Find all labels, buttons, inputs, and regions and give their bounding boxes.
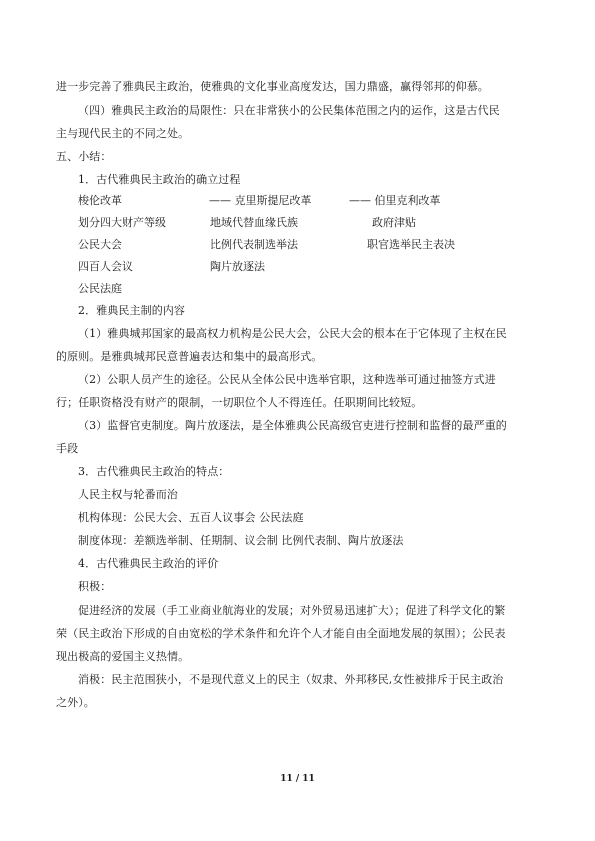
subsection-heading: 4．古代雅典民主政治的评价 bbox=[78, 557, 219, 570]
paragraph-line: 的原则。是雅典城邦民意普遍表达和集中的最高形式。 bbox=[56, 350, 323, 363]
table-cell: 公民法庭 bbox=[78, 282, 122, 295]
paragraph-line: 制度体现：差额选举制、任期制、议会制 比例代表制、陶片放逐法 bbox=[78, 534, 404, 547]
table-cell: —— 克里斯提尼改革 bbox=[209, 194, 312, 207]
paragraph-line: 行；任职资格没有财产的限制，一切职位个人不得连任。任职期间比较短。 bbox=[56, 396, 423, 409]
table-cell: 梭伦改革 bbox=[78, 194, 122, 207]
paragraph-line: 积极： bbox=[78, 580, 112, 593]
paragraph-line: 进一步完善了雅典民主政治，使雅典的文化事业高度发达，国力鼎盛，赢得邻邦的仰慕。 bbox=[56, 80, 489, 93]
table-cell: 陶片放逐法 bbox=[210, 260, 265, 273]
table-cell: 政府津贴 bbox=[372, 216, 416, 229]
paragraph-line: 现出极高的爱国主义热情。 bbox=[56, 650, 190, 663]
section-heading: 五、小结： bbox=[56, 150, 112, 163]
paragraph-line: 荣（民主政治下形成的自由宽松的学术条件和允许个人才能自由全面地发展的氛围）；公民表 bbox=[56, 627, 506, 640]
paragraph-line: （2）公职人员产生的途径。公民从全体公民中选举官职，这种选举可通过抽签方式进 bbox=[78, 373, 496, 386]
paragraph-line: 之外）。 bbox=[56, 696, 95, 709]
subsection-heading: 3．古代雅典民主政治的特点： bbox=[78, 465, 230, 478]
subsection-heading: 2．雅典民主制的内容 bbox=[78, 304, 185, 317]
table-cell: 四百人会议 bbox=[78, 260, 133, 273]
paragraph-line: （1）雅典城邦国家的最高权力机构是公民大会，公民大会的根本在于它体现了主权在民 bbox=[78, 327, 507, 340]
paragraph-line: 机构体现：公民大会、五百人议事会 公民法庭 bbox=[78, 511, 304, 524]
page-number: 11 / 11 bbox=[280, 774, 315, 784]
paragraph-line: 主与现代民主的不同之处。 bbox=[56, 127, 190, 140]
paragraph-line: 消极：民主范围狭小，不是现代意义上的民主（奴隶、外邦移民,女性被排斥于民主政治 bbox=[78, 673, 504, 686]
paragraph-line: 促进经济的发展（手工业商业航海业的发展；对外贸易迅速扩大）；促进了科学文化的繁 bbox=[78, 604, 506, 617]
table-cell: 公民大会 bbox=[78, 238, 122, 251]
table-cell: 地域代替血缘氏族 bbox=[210, 216, 298, 229]
table-cell: —— 伯里克利改革 bbox=[349, 194, 441, 207]
table-cell: 职官选举民主表决 bbox=[367, 238, 455, 251]
paragraph-line: 手段 bbox=[56, 442, 79, 455]
paragraph-line: （四）雅典民主政治的局限性：只在非常狭小的公民集体范围之内的运作，这是古代民 bbox=[78, 104, 500, 117]
paragraph-line: （3）监督官吏制度。陶片放逐法，是全体雅典公民高级官吏进行控制和监督的最严重的 bbox=[78, 419, 507, 432]
table-cell: 比例代表制选举法 bbox=[210, 238, 298, 251]
paragraph-line: 人民主权与轮番而治 bbox=[78, 488, 178, 501]
subsection-heading: 1．古代雅典民主政治的确立过程 bbox=[78, 173, 241, 186]
table-cell: 划分四大财产等级 bbox=[78, 216, 166, 229]
